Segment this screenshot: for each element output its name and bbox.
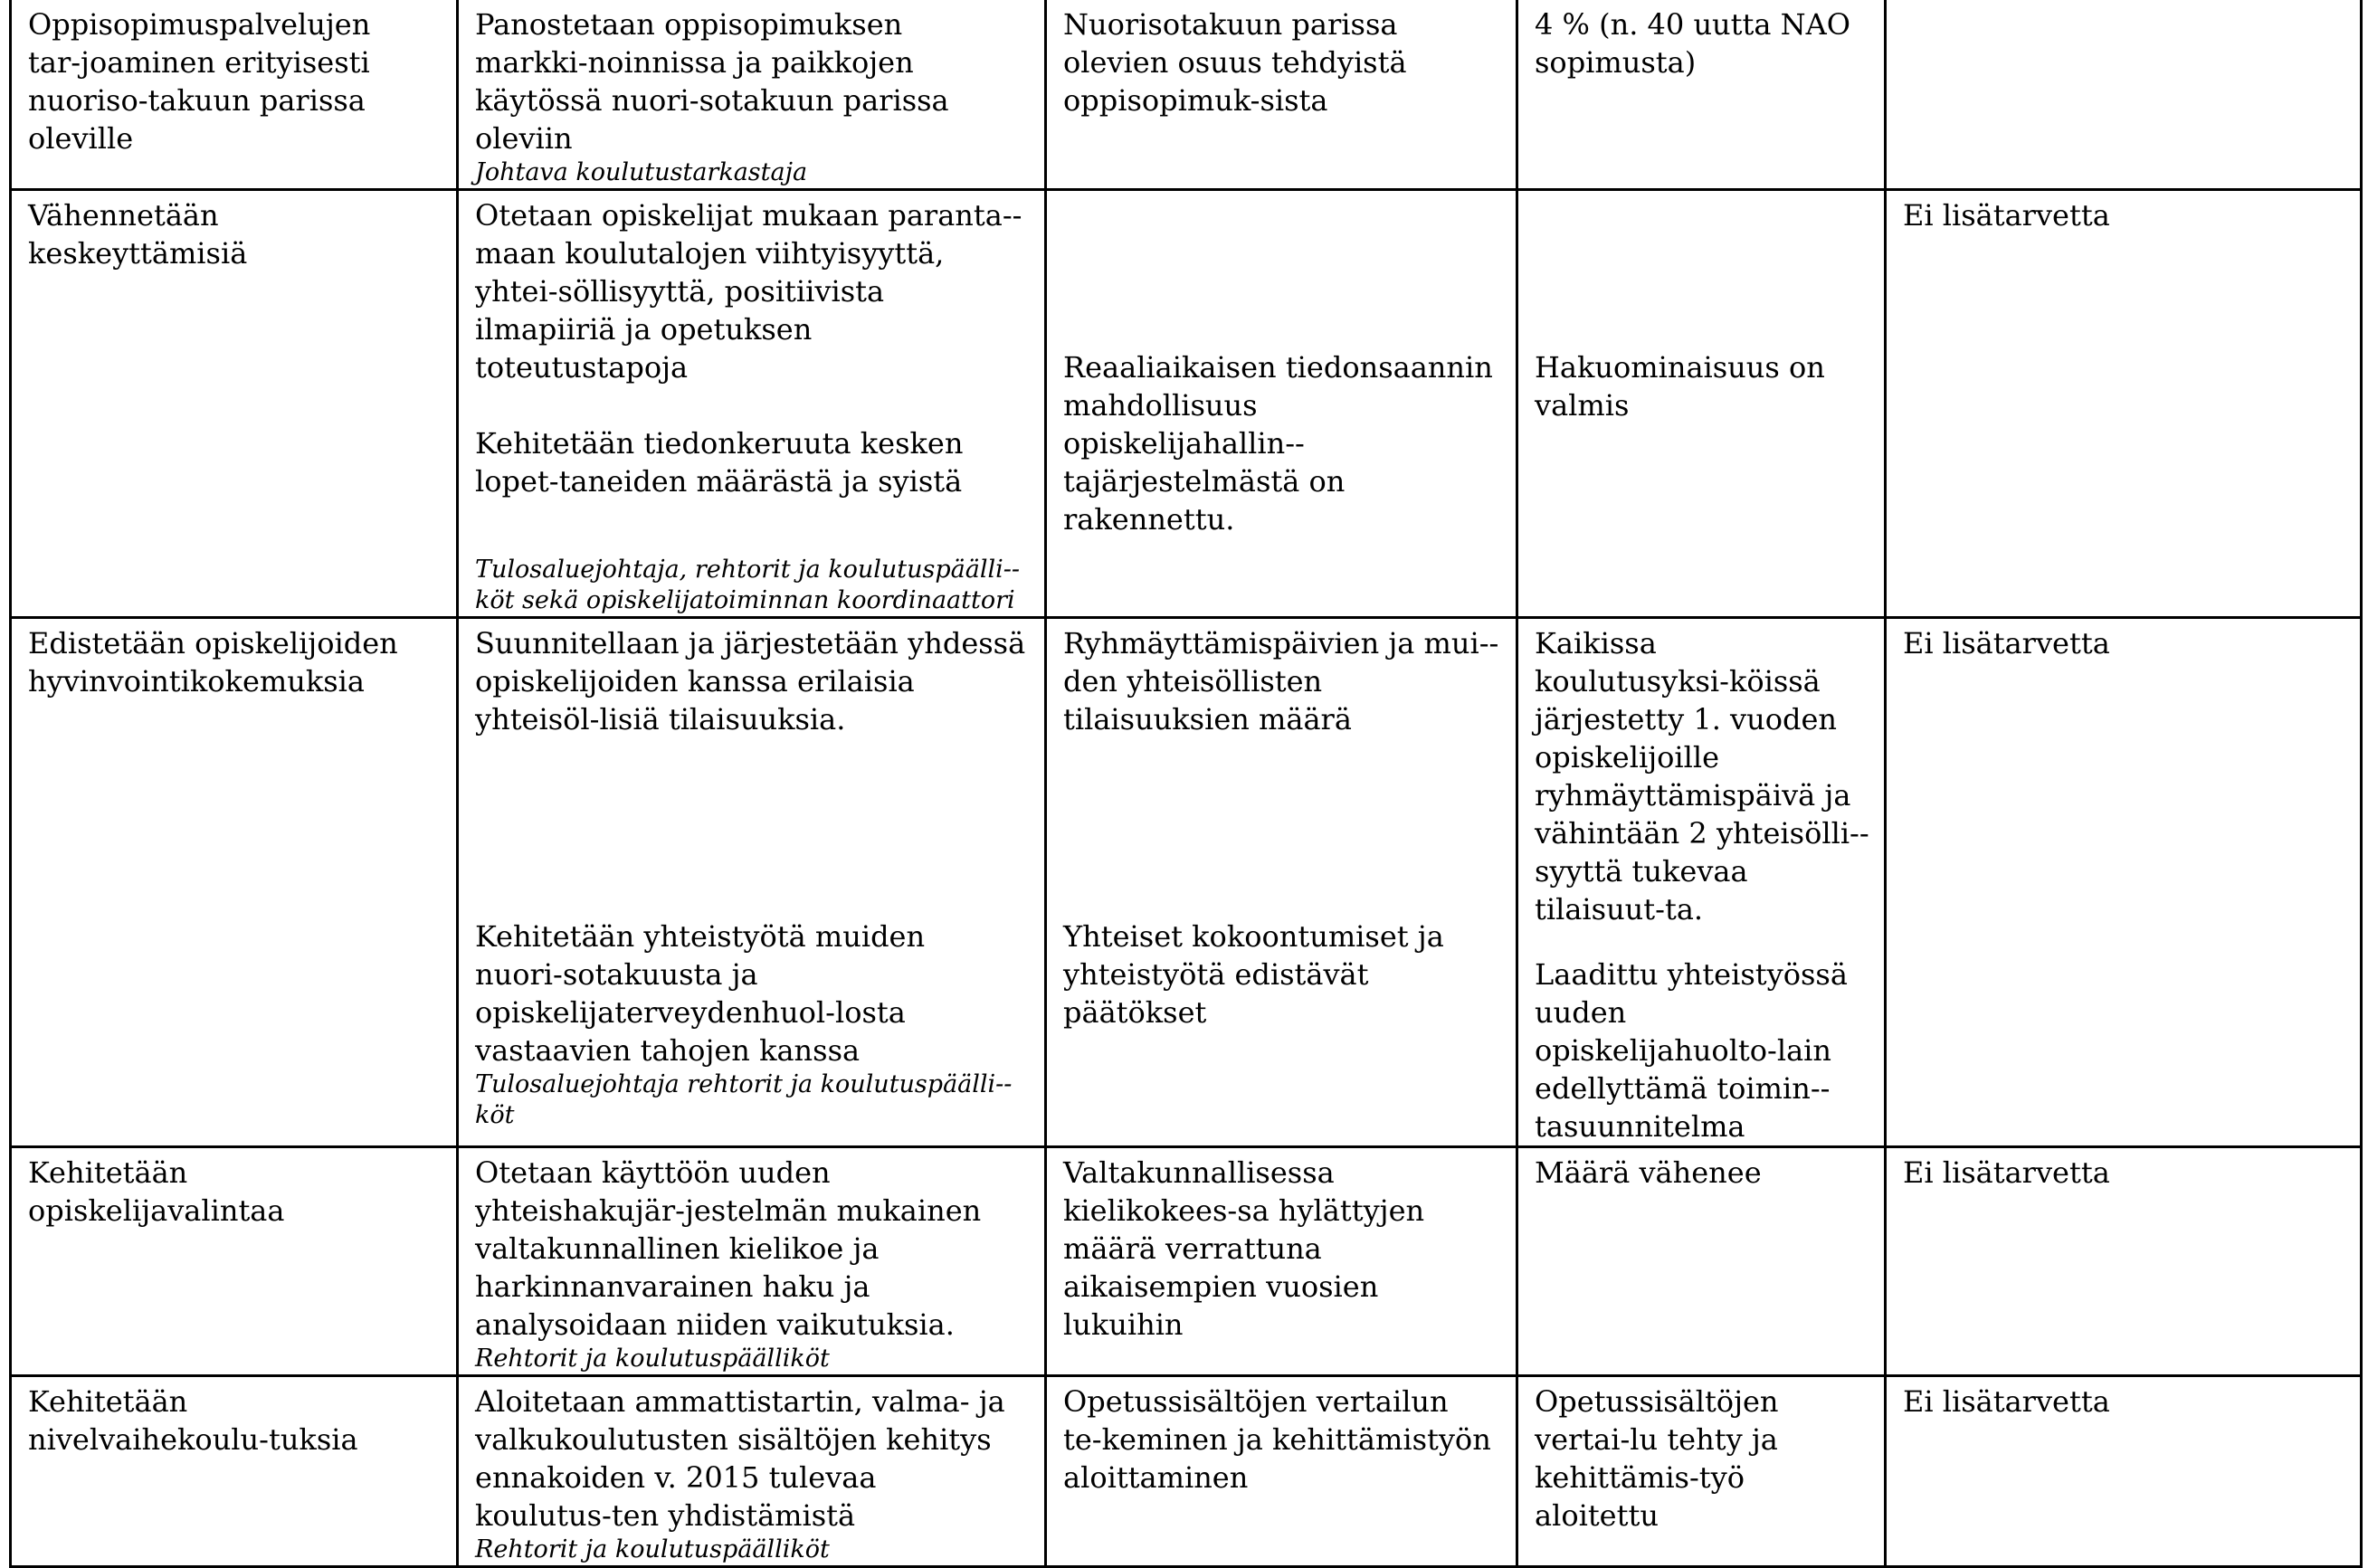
indicator-text: Yhteiset kokoontumiset ja yhteistyötä edistävät päätökset — [1063, 919, 1444, 1030]
goal-cell — [11, 1376, 458, 1567]
measure-text: Panostetaan oppisopimuksen markki-noinnissa ja paikkojen käytössä nuori-sotakuun parissa oleviin — [475, 7, 949, 156]
indicator-cell — [1046, 618, 1517, 1147]
indicator-cell — [1046, 1147, 1517, 1376]
goal-cell — [11, 0, 458, 190]
table-row — [11, 1147, 2362, 1376]
table-row — [11, 1376, 2362, 1567]
target-cell — [1517, 0, 1886, 190]
target-text: Hakuominaisuus on valmis — [1535, 350, 1825, 423]
goal-text: Kehitetään nivelvaihekoulu-tuksia — [28, 1384, 358, 1457]
need-cell — [1886, 1376, 2362, 1567]
target-text: Laadittu yhteistyössä uuden opiskelijahuolto-lain edellyttämä toimin-tasuunnitelma — [1535, 957, 1848, 1144]
indicator-text: Ryhmäyttämispäivien ja mui-den yhteisöllisten tilaisuuksien määrä — [1063, 626, 1499, 736]
measures-cell — [458, 0, 1046, 190]
responsible-text: Tulosaluejohtaja rehtorit ja koulutuspäälli-köt — [475, 1070, 1013, 1129]
measure-text: Kehitetään yhteistyötä muiden nuori-sotakuusta ja opiskelijaterveydenhuol-losta vastaavien tahojen kanssa — [475, 919, 926, 1068]
table-row — [11, 0, 2362, 190]
target-cell — [1517, 1147, 1886, 1376]
measures-cell — [458, 190, 1046, 618]
indicator-cell — [1046, 1376, 1517, 1567]
need-cell — [1886, 0, 2362, 190]
table-row — [11, 190, 2362, 618]
measure-text: Suunnitellaan ja järjestetään yhdessä opiskelijoiden kanssa erilaisia yhteisöl-lisiä tilaisuuksia. — [475, 626, 1026, 736]
target-text: Määrä vähenee — [1535, 1155, 1762, 1190]
indicator-text: Reaaliaikaisen tiedonsaannin mahdollisuus opiskelijahallin-tajärjestelmästä on rakennettu. — [1063, 350, 1493, 537]
responsible-text: Rehtorit ja koulutuspäälliköt — [475, 1345, 830, 1373]
need-text: Ei lisätarvetta — [1903, 198, 2110, 233]
table-row — [11, 618, 2362, 1147]
need-cell — [1886, 1147, 2362, 1376]
measure-text: Otetaan opiskelijat mukaan paranta-maan koulutalojen viihtyisyyttä, yhtei-söllisyyttä, positiivista ilmapiiriä ja opetuksen toteutustapoja — [475, 198, 1022, 385]
target-text: Opetussisältöjen vertai-lu tehty ja kehittämis-työ aloitettu — [1535, 1384, 1779, 1533]
target-cell — [1517, 190, 1886, 618]
measure-text: Kehitetään tiedonkeruuta kesken lopet-taneiden määrästä ja syistä — [475, 426, 964, 499]
responsible-text: Tulosaluejohtaja, rehtorit ja koulutuspäälli-köt sekä opiskelijatoiminnan koordinaattori — [475, 556, 1021, 614]
goal-text: Oppisopimuspalvelujen tar-joaminen erityisesti nuoriso-takuun parissa oleville — [28, 7, 371, 156]
measure-text: Otetaan käyttöön uuden yhteishakujär-jestelmän mukainen valtakunnallinen kielikoe ja harkinnanvarainen haku ja analysoidaan niiden vaikutuksia. — [475, 1155, 982, 1342]
target-text: 4 % (n. 40 uutta NAO sopimusta) — [1535, 7, 1850, 80]
measures-cell — [458, 1376, 1046, 1567]
action-plan-table — [9, 0, 2363, 1568]
goal-text: Vähennetään keskeyttämisiä — [28, 198, 248, 271]
target-cell — [1517, 1376, 1886, 1567]
indicator-text: Nuorisotakuun parissa olevien osuus tehdyistä oppisopimuk-sista — [1063, 7, 1407, 118]
target-cell — [1517, 618, 1886, 1147]
target-text: Kaikissa koulutusyksi-köissä järjestetty 1. vuoden opiskelijoille ryhmäyttämispäivä ja vähintään 2 yhteisölli-syyttä tukevaa tilaisuut-ta. — [1535, 626, 1869, 927]
indicator-cell — [1046, 0, 1517, 190]
responsible-text: Johtava koulutustarkastaja — [475, 158, 808, 186]
need-text: Ei lisätarvetta — [1903, 1155, 2110, 1190]
indicator-text: Valtakunnallisessa kielikokees-sa hylättyjen määrä verrattuna aikaisempien vuosien lukuihin — [1063, 1155, 1425, 1342]
goal-cell — [11, 190, 458, 618]
need-text: Ei lisätarvetta — [1903, 626, 2110, 660]
goal-cell — [11, 1147, 458, 1376]
responsible-text: Rehtorit ja koulutuspäälliköt — [475, 1535, 830, 1563]
goal-text: Kehitetään opiskelijavalintaa — [28, 1155, 285, 1228]
goal-cell — [11, 618, 458, 1147]
need-text: Ei lisätarvetta — [1903, 1384, 2110, 1419]
indicator-cell — [1046, 190, 1517, 618]
goal-text: Edistetään opiskelijoiden hyvinvointikokemuksia — [28, 626, 398, 698]
need-cell — [1886, 618, 2362, 1147]
measures-cell — [458, 1147, 1046, 1376]
need-cell — [1886, 190, 2362, 618]
indicator-text: Opetussisältöjen vertailun te-keminen ja kehittämistyön aloittaminen — [1063, 1384, 1491, 1495]
measure-text: Aloitetaan ammattistartin, valma- ja valkukoulutusten sisältöjen kehitys ennakoiden v. 2015 tulevaa koulutus-ten yhdistämistä — [475, 1384, 1005, 1533]
measures-cell — [458, 618, 1046, 1147]
